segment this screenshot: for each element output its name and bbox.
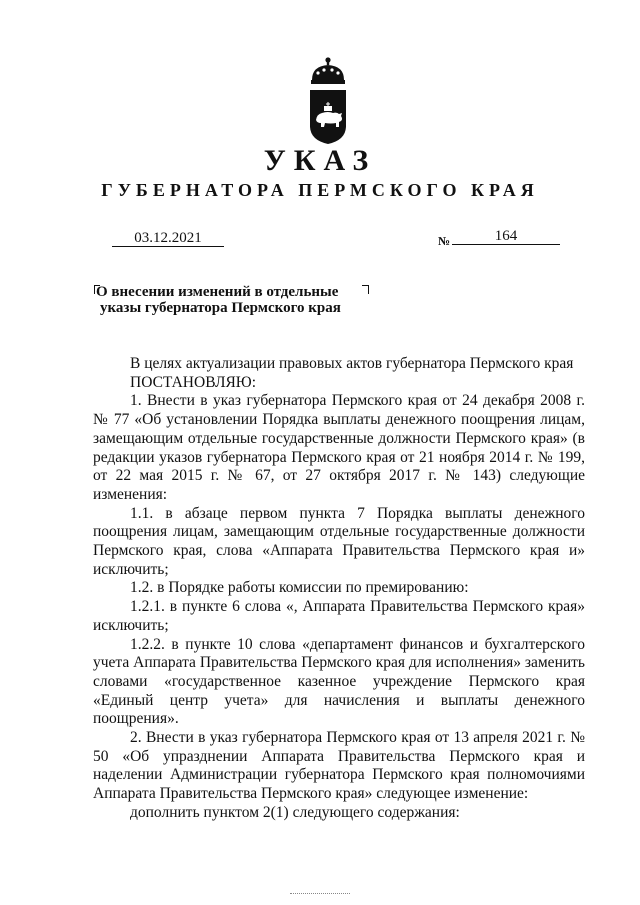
paragraph-1-2-2: 1.2.2. в пункте 10 слова «департамент финансов и бухгалтерского учета Аппарата Правительства Пермского края для исполнения» заменить словами «государственное казенное учреждение Пермского края «Единый центр учета» для начисления и выплаты денежного поощрения». — [93, 635, 585, 728]
document-number: 164 — [452, 228, 560, 245]
paragraph-2-addition: дополнить пунктом 2(1) следующего содержания: — [130, 803, 460, 821]
number-label: № — [438, 234, 451, 248]
paragraph-1-1: 1.1. в абзаце первом пункта 7 Порядка выплаты денежного поощрения лицам, замещающим отдельные государственные должности Пермского края, слова «Аппарата Правительства Пермского края и» исключить; — [93, 504, 585, 578]
paragraph-1: 1. Внести в указ губернатора Пермского края от 24 декабря 2008 г. № 77 «Об установлении Порядка выплаты денежного поощрения лицам, замещающим отдельные государственные должности Пермского края» (в редакции указов губернатора Пермского края от 21 ноября 2014 г. № 199, от 22 мая 2015 г. № 67, от 27 октября 2017 г. № 143) следующие изменения: — [93, 392, 585, 503]
paragraph-2: 2. Внести в указ губернатора Пермского края от 13 апреля 2021 г. № 50 «Об упразднении Аппарата Правительства Пермского края и наделении Администрации губернатора Пермского края полномочиями Аппарата Правительства Пермского края» следующее изменение: — [93, 729, 585, 803]
document-body — [93, 355, 585, 823]
subject-bracket-right — [362, 285, 369, 294]
document-subject — [96, 284, 356, 316]
document-subtitle: ГУБЕРНАТОРА ПЕРМСКОГО КРАЯ — [101, 180, 539, 200]
paragraph-1-2-1: 1.2.1. в пункте 6 слова «, Аппарата Правительства Пермского края» исключить; — [93, 598, 585, 634]
crown-icon — [311, 57, 345, 84]
subject-line-2: указы губернатора Пермского края — [100, 300, 341, 316]
document-title: УКАЗ — [263, 144, 377, 177]
preamble-paragraph: В целях актуализации правовых актов губернатора Пермского края — [130, 355, 574, 372]
document-date: 03.12.2021 — [112, 230, 224, 247]
page-bottom-divider — [290, 893, 350, 894]
subject-line-1: О внесении изменений в отдельные — [96, 284, 339, 300]
paragraph-1-2: 1.2. в Порядке работы комиссии по премированию: — [130, 579, 469, 597]
coat-of-arms-icon — [298, 56, 358, 146]
resolution-word: ПОСТАНОВЛЯЮ: — [130, 373, 257, 391]
